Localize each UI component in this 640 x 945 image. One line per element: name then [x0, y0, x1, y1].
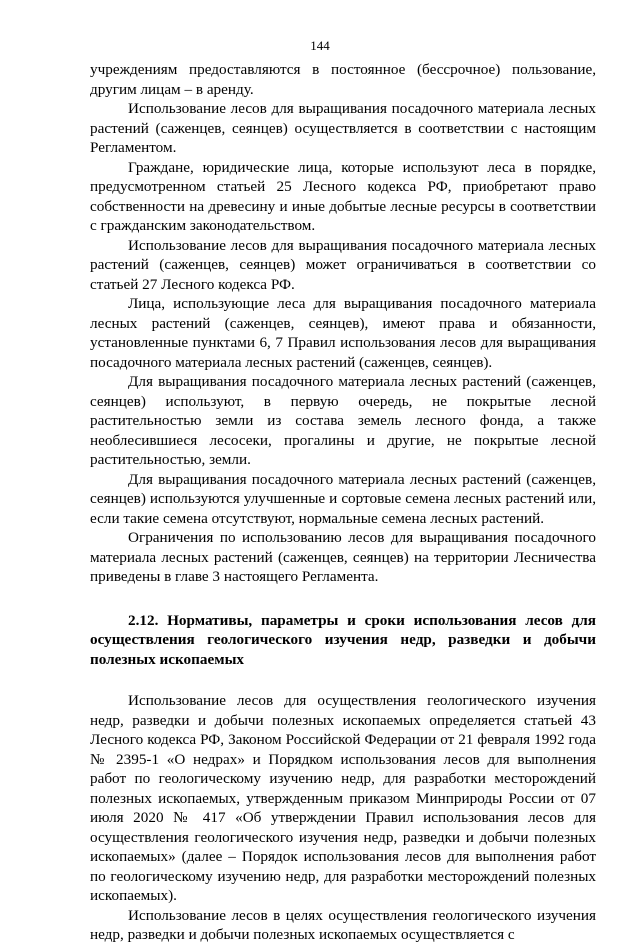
paragraph: Лица, использующие леса для выращивания посадочного материала лесных растений (саженцев, сеянцев), имеют права и обязанности, установленные пунктами 6, 7 Правил использования лесов для выращивания посадочного материала лесных растений (саженцев, сеянцев). — [90, 295, 596, 371]
paragraph: Для выращивания посадочного материала лесных растений (саженцев, сеянцев) используют, в первую очередь, не покрытые лесной растительностью земли из состава земель лесного фонда, а также необлесившиеся лесосеки, прогалины и другие, не покрытые лесной растительностью, земли. — [90, 373, 596, 468]
paragraph: Использование лесов для выращивания посадочного материала лесных растений (саженцев, сеянцев) осуществляется в соответствии с настоящим Регламентом. — [90, 100, 596, 156]
paragraph: Граждане, юридические лица, которые используют леса в порядке, предусмотренном статьей 25 Лесного кодекса РФ, приобретают право собственности на древесину и иные добытые лесные ресурсы в соответствии с гражданским законодательством. — [90, 158, 596, 234]
page-number: 144 — [310, 38, 330, 53]
section-heading: 2.12. Нормативы, параметры и сроки использования лесов для осуществления геологического изучения недр, разведки и добычи полезных ископаемых — [90, 611, 596, 668]
paragraph: учреждениям предоставляются в постоянное (бессрочное) пользование, другим лицам – в аренду. — [90, 61, 596, 98]
paragraph: Ограничения по использованию лесов для выращивания посадочного материала лесных растений (саженцев, сеянцев) на территории Лесничества приведены в главе 3 настоящего Регламента. — [90, 529, 596, 585]
paragraph: Использование лесов в целях осуществления геологического изучения недр, разведки и добычи полезных ископаемых осуществляется с — [90, 906, 596, 943]
document-body — [90, 60, 596, 945]
paragraph: Использование лесов для выращивания посадочного материала лесных растений (саженцев, сеянцев) может ограничиваться в соответствии со статьей 27 Лесного кодекса РФ. — [90, 236, 596, 293]
paragraph: Для выращивания посадочного материала лесных растений (саженцев, сеянцев) используются улучшенные и сортовые семена лесных растений или, если такие семена отсутствуют, нормальные семена лесных растений. — [90, 470, 596, 527]
paragraph: Использование лесов для осуществления геологического изучения недр, разведки и добычи полезных ископаемых определяется статьей 43 Лесного кодекса РФ, Законом Российской Федерации от 21 февраля 1992 года № 2395-1 «О недрах» и Порядком использования лесов для выполнения работ по геологическому изучению недр, для разработки месторождений полезных ископаемых, утвержденным приказом Минприроды России от 07 июля 2020 № 417 «Об утверждении Правил использования лесов для осуществления геологического изучения недр, разведки и добычи полезных ископаемых» (далее – Порядок использования лесов для выполнения работ по геологическому изучению недр, для разработки месторождений полезных ископаемых). — [90, 692, 596, 904]
